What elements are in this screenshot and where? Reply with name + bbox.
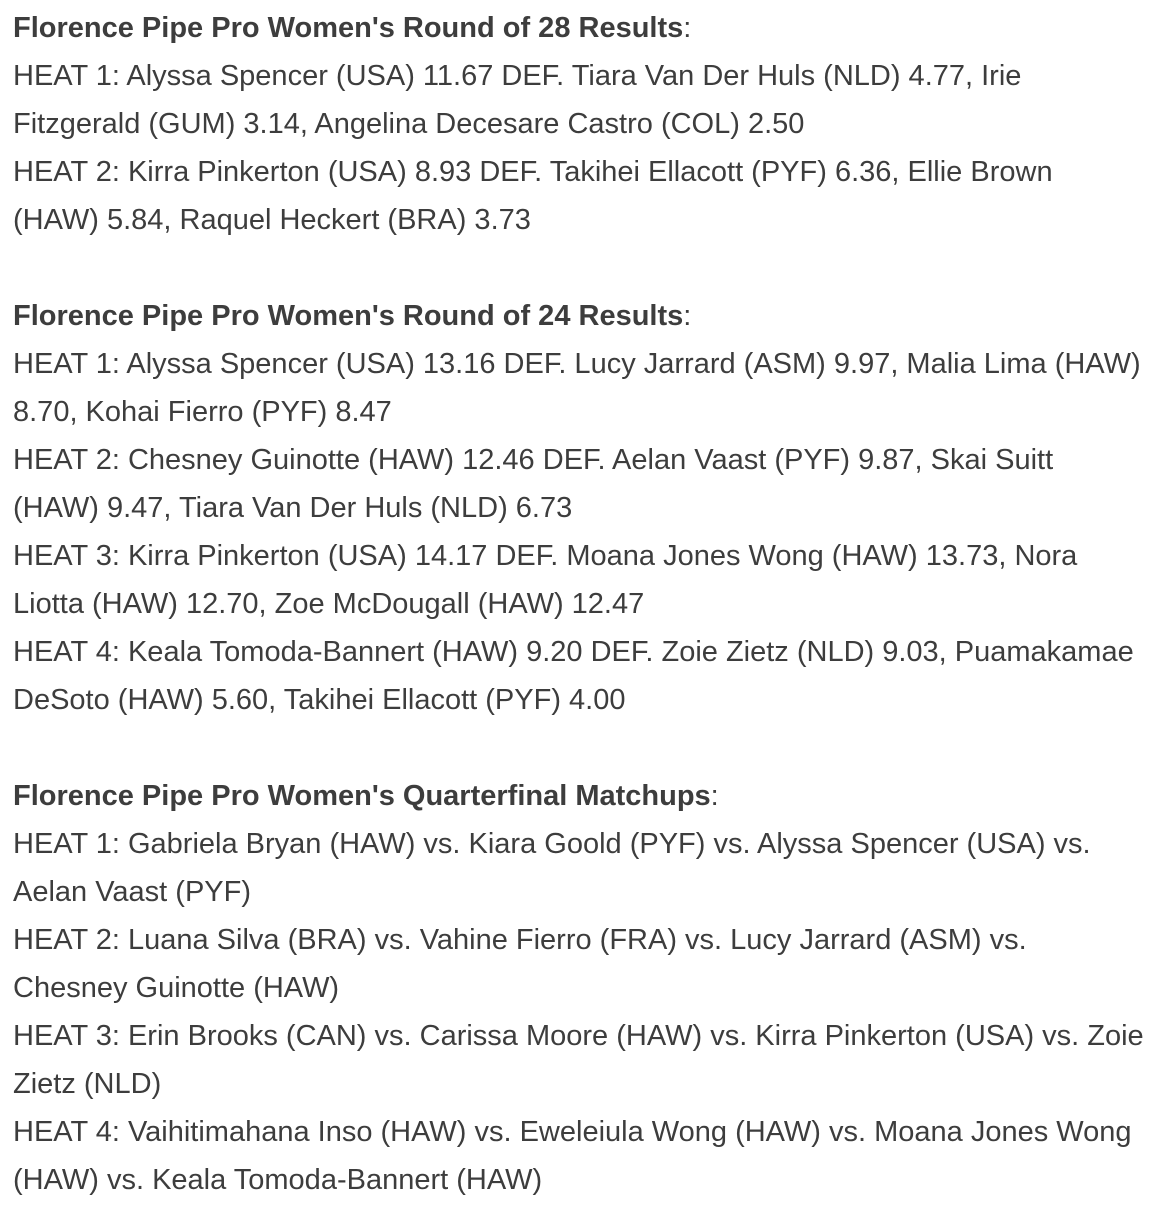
section-title-colon: : <box>683 12 692 44</box>
heat-matchup-line: HEAT 4: Vaihitimahana Inso (HAW) vs. Eweleiula Wong (HAW) vs. Moana Jones Wong (HAW) vs. Keala Tomoda-Bannert (HAW) <box>13 1116 1132 1196</box>
heat-result-line: HEAT 4: Keala Tomoda-Bannert (HAW) 9.20 DEF. Zoie Zietz (NLD) 9.03, Puamakamae DeSoto (HAW) 5.60, Takihei Ellacott (PYF) 4.00 <box>13 636 1134 716</box>
heat-result-line: HEAT 1: Alyssa Spencer (USA) 11.67 DEF. Tiara Van Der Huls (NLD) 4.77, Irie Fitzgerald (GUM) 3.14, Angelina Decesare Castro (COL) 2.50 <box>13 60 1022 140</box>
section-title-colon: : <box>710 780 719 812</box>
section-quarterfinals <box>13 772 1144 1204</box>
section-round-of-24 <box>13 292 1144 724</box>
heat-result-line: HEAT 1: Alyssa Spencer (USA) 13.16 DEF. Lucy Jarrard (ASM) 9.97, Malia Lima (HAW) 8.70, Kohai Fierro (PYF) 8.47 <box>13 348 1141 428</box>
section-title: Florence Pipe Pro Women's Round of 28 Results <box>13 12 684 44</box>
section-title: Florence Pipe Pro Women's Round of 24 Results <box>13 300 684 332</box>
section-heading <box>13 4 1144 52</box>
heat-matchup-line: HEAT 3: Erin Brooks (CAN) vs. Carissa Moore (HAW) vs. Kirra Pinkerton (USA) vs. Zoie Zietz (NLD) <box>13 1020 1144 1100</box>
heat-result-line: HEAT 2: Chesney Guinotte (HAW) 12.46 DEF. Aelan Vaast (PYF) 9.87, Skai Suitt (HAW) 9.47, Tiara Van Der Huls (NLD) 6.73 <box>13 444 1054 524</box>
heat-matchup-line: HEAT 2: Luana Silva (BRA) vs. Vahine Fierro (FRA) vs. Lucy Jarrard (ASM) vs. Chesney Guinotte (HAW) <box>13 924 1027 1004</box>
section-title: Florence Pipe Pro Women's Quarterfinal Matchups <box>13 780 711 812</box>
section-heading <box>13 292 1144 340</box>
heat-matchup-line: HEAT 1: Gabriela Bryan (HAW) vs. Kiara Goold (PYF) vs. Alyssa Spencer (USA) vs. Aelan Vaast (PYF) <box>13 828 1091 908</box>
section-title-colon: : <box>683 300 692 332</box>
section-round-of-28 <box>13 4 1144 244</box>
section-heading <box>13 772 1144 820</box>
heat-result-line: HEAT 3: Kirra Pinkerton (USA) 14.17 DEF. Moana Jones Wong (HAW) 13.73, Nora Liotta (HAW) 12.70, Zoe McDougall (HAW) 12.47 <box>13 540 1078 620</box>
heat-result-line: HEAT 2: Kirra Pinkerton (USA) 8.93 DEF. Takihei Ellacott (PYF) 6.36, Ellie Brown (HAW) 5.84, Raquel Heckert (BRA) 3.73 <box>13 156 1053 236</box>
